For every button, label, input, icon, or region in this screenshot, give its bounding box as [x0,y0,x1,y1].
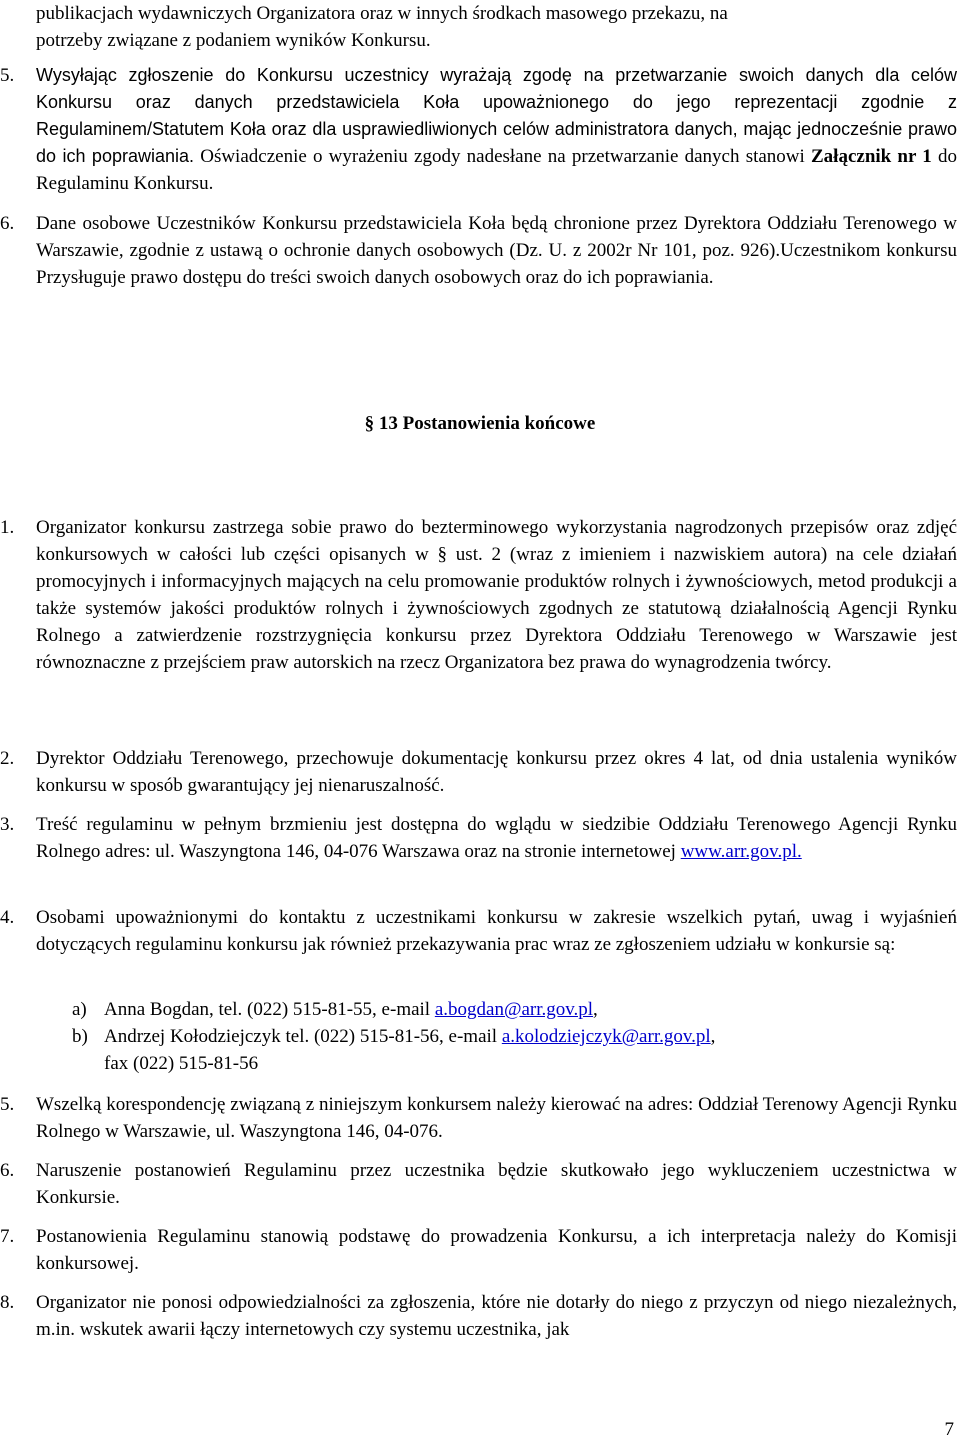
page-number: 7 [944,1419,954,1440]
contact-b-fax: fax (022) 515-81-56 [104,1053,259,1074]
item-number: 2. [0,748,15,769]
final-item-2 [0,745,957,799]
final-item-4-text: Osobami upoważnionymi do kontaktu z uczestnikami konkursu w zakresie wszelkich pytań, uwag i wyjaśnień dotyczących regulaminu konkursu jak również przekazywania prac wraz ze zgłoszeniem udziału w konkursie są: [36,907,957,955]
item-number: 5. [0,65,15,86]
item-6 [0,210,957,291]
contact-b-text: Andrzej Kołodziejczyk tel. (022) 515-81-56, e-mail [104,1026,498,1047]
final-item-8-text: Organizator nie ponosi odpowiedzialności za zgłoszenia, które nie dotarły do niego z przyczyn od niego niezależnych, m.in. wskutek awarii łączy internetowych czy systemu uczestnika, jak [36,1292,957,1340]
final-item-4 [0,904,957,958]
contact-b [72,1023,952,1050]
final-item-7-text: Postanowienia Regulaminu stanowią podstawę do prowadzenia Konkursu, a ich interpretacja należy do Komisji konkursowej. [36,1226,957,1274]
item-5-text-a: Oświadczenie o wyrażeniu zgody nadesłane na przetwarzanie danych stanowi [200,146,805,167]
final-item-6-text: Naruszenie postanowień Regulaminu przez uczestnika będzie skutkowało jego wykluczeniem uczestnictwa w Konkursie. [36,1160,957,1208]
attachment-reference: Załącznik nr 1 [811,146,932,167]
contact-a-punct: , [593,999,598,1020]
item-number: 3. [0,814,15,835]
contact-b-punct: , [710,1026,716,1047]
final-item-7 [0,1223,957,1277]
item-5 [0,62,957,197]
website-link[interactable]: www.arr.gov.pl. [680,841,802,862]
final-item-2-text: Dyrektor Oddziału Terenowego, przechowuje dokumentację konkursu przez okres 4 lat, od dnia ustalenia wyników konkursu w sposób gwarantujący jej nienaruszalność. [36,748,957,796]
final-item-5-text: Wszelką korespondencję związaną z niniejszym konkursem należy kierować na adres: Oddział Terenowy Agencji Rynku Rolnego w Warszawie, ul. Waszyngtona 146, 04-076. [36,1094,957,1142]
item-5-text-b: do Regulaminu Konkursu. [36,146,957,194]
final-item-3 [0,811,957,865]
continuation-paragraph [36,0,957,54]
continuation-line-1: publikacjach wydawniczych Organizatora oraz w innych środkach masowego przekazu, na [36,3,728,24]
item-number: 4. [0,907,15,928]
item-5-sans-text: Wysyłając zgłoszenie do Konkursu uczestnicy wyrażają zgodę na przetwarzanie swoich danych dla celów Konkursu oraz danych przedstawiciela Koła upoważnionego do jego reprezentacji zgodnie z Regulaminem/Statutem Koła oraz dla usprawiedliwionych celów administratora danych, mając jednocześnie prawo do ich poprawiania. [36,65,957,166]
item-number: 6. [0,1160,15,1181]
final-item-3-text: Treść regulaminu w pełnym brzmieniu jest dostępna do wglądu w siedzibie Oddziału Terenowego Agencji Rynku Rolnego adres: ul. Waszyngtona 146, 04-076 Warszawa oraz na stronie internetowej [36,814,957,862]
item-number: 7. [0,1226,15,1247]
item-number: 1. [0,517,15,538]
item-number: 8. [0,1292,15,1313]
final-item-5 [0,1091,957,1145]
item-number: 6. [0,213,15,234]
item-6-text: Dane osobowe Uczestników Konkursu przedstawiciela Koła będą chronione przez Dyrektora Oddziału Terenowego w Warszawie, zgodnie z ustawą o ochronie danych osobowych (Dz. U. z 2002r Nr 101, poz. 926).Uczestnikom konkursu Przysługuje prawo dostępu do treści swoich danych osobowych oraz do ich poprawiania. [36,213,957,288]
contact-a-text: Anna Bogdan, tel. (022) 515-81-55, e-mail [104,999,431,1020]
contact-a-email-link[interactable]: a.bogdan@arr.gov.pl [434,999,594,1020]
section-heading: § 13 Postanowienia końcowe [364,413,596,434]
final-item-8 [0,1289,957,1343]
contact-a [72,996,952,1023]
contact-b-email-link[interactable]: a.kolodziejczyk@arr.gov.pl [501,1026,711,1047]
final-item-1-text: Organizator konkursu zastrzega sobie prawo do bezterminowego wykorzystania nagrodzonych przepisów oraz zdjęć konkursowych w całości lub części opisanych w § ust. 2 (wraz z imieniem i nazwiskiem autora) na cele działań promocyjnych i informacyjnych mających na celu promowanie produktów rolnych i żywnościowych, metod produkcji a także systemów jakości produktów rolnych i żywnościowych zgodnych ze statutową działalnością Agencji Rynku Rolnego a zatwierdzenie rozstrzygnięcia konkursu przez Dyrektora Oddziału Terenowego w Warszawie jest równoznaczne z przejściem praw autorskich na rzecz Organizatora bez prawa do wynagrodzenia twórcy. [36,517,957,673]
continuation-line-2: potrzeby związane z podaniem wyników Konkursu. [36,30,431,51]
contact-letter: a) [72,999,87,1020]
item-number: 5. [0,1094,15,1115]
contact-letter: b) [72,1026,88,1047]
final-item-1 [0,514,957,676]
final-item-6 [0,1157,957,1211]
